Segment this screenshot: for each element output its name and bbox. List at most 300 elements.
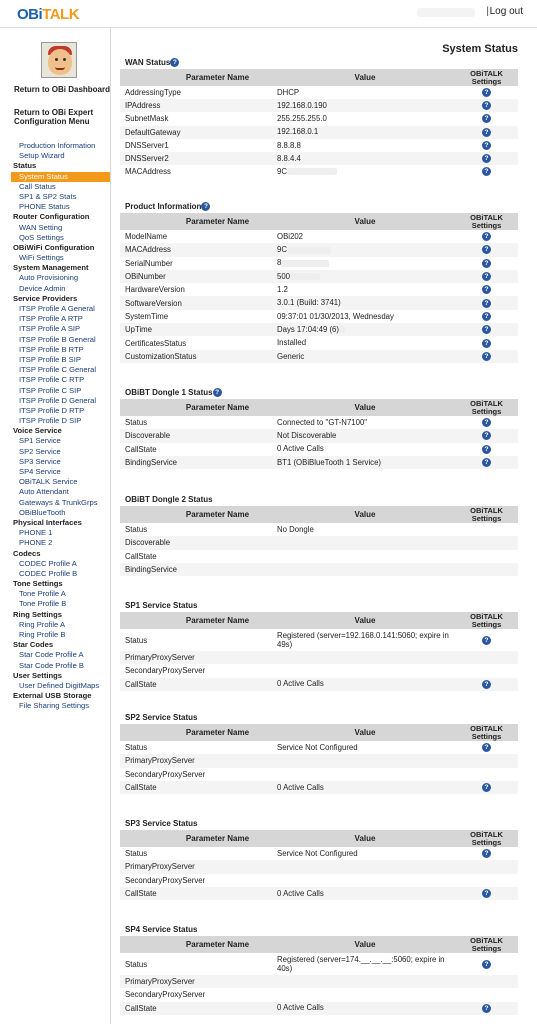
parameter-value (277, 167, 455, 177)
status-section (120, 601, 518, 691)
help-icon[interactable]: ? (482, 299, 491, 308)
help-icon[interactable]: ? (482, 128, 491, 137)
parameter-name: BindingService (125, 458, 178, 468)
sidebar-item[interactable]: Auto Provisioning (19, 273, 79, 283)
help-icon[interactable]: ? (482, 312, 491, 321)
help-icon[interactable]: ? (213, 388, 222, 397)
nav-group-header: System Management (13, 263, 89, 273)
parameter-name: DefaultGateway (125, 127, 181, 137)
table-row (120, 874, 518, 887)
column-header-settings: OBiTALK Settings (470, 611, 503, 629)
sidebar-item[interactable]: OBiTALK Service (19, 477, 78, 487)
return-dashboard-link[interactable]: Return to OBi Dashboard (14, 85, 111, 94)
help-icon[interactable]: ? (201, 202, 210, 211)
sidebar-item[interactable]: ITSP Profile A General (19, 304, 95, 313)
column-header-value: Value (354, 72, 376, 82)
table-row (120, 887, 518, 900)
sidebar-item[interactable]: File Sharing Settings (19, 701, 90, 711)
parameter-name: CallState (125, 444, 157, 454)
parameter-name: PrimaryProxyServer (125, 862, 195, 872)
section-title (120, 388, 518, 398)
sidebar-item[interactable]: ITSP Profile D General (19, 395, 97, 405)
settings-cell (455, 272, 518, 281)
parameter-name: DNSServer1 (125, 140, 169, 150)
section-title-text: SP4 Service Status (125, 925, 198, 934)
table-row (120, 536, 518, 549)
section-title (120, 601, 518, 611)
table-body (120, 86, 518, 178)
value-text: 0 Active Calls (277, 888, 324, 898)
parameter-value (277, 101, 455, 111)
table-row (120, 350, 518, 363)
help-icon[interactable]: ? (482, 445, 491, 454)
column-header-name: Parameter Name (185, 727, 250, 737)
parameter-name: PrimaryProxyServer (125, 653, 195, 663)
table-row (120, 741, 518, 754)
help-icon[interactable]: ? (482, 431, 491, 440)
parameter-value (277, 849, 455, 859)
table-header (120, 213, 518, 230)
settings-cell (455, 245, 518, 254)
redacted-value (339, 326, 345, 333)
help-icon[interactable]: ? (482, 418, 491, 427)
value-text: 9C (277, 166, 287, 176)
parameter-name: AddressingType (125, 88, 181, 98)
section-title-text: Product Information (125, 202, 202, 211)
section-title (120, 495, 518, 505)
table-row (120, 443, 518, 456)
parameter-value (277, 631, 455, 650)
column-header-value: Value (354, 615, 376, 625)
table-row (120, 629, 518, 651)
table-header (120, 936, 518, 953)
sidebar (0, 28, 111, 1024)
value-text: OBi202 (277, 231, 304, 241)
obitalk-logo[interactable] (17, 6, 79, 23)
status-section (120, 388, 518, 469)
help-icon[interactable]: ? (482, 325, 491, 334)
table-row (120, 781, 518, 794)
value-text: 0 Active Calls (277, 1003, 324, 1013)
help-icon[interactable]: ? (482, 783, 491, 792)
parameter-name: PrimaryProxyServer (125, 977, 195, 987)
nav-group-header: Ring Settings (13, 609, 62, 619)
column-header-settings: OBiTALK Settings (470, 212, 503, 230)
sidebar-item[interactable]: ITSP Profile B RTP (19, 344, 84, 354)
table-row (120, 953, 518, 975)
parameter-name: CallState (125, 783, 157, 793)
nav-group-header: Service Providers (13, 293, 78, 303)
section-title-text: WAN Status (125, 58, 171, 67)
settings-cell (455, 960, 518, 969)
nav-group-header: Codecs (13, 548, 41, 558)
parameter-name: Discoverable (125, 431, 171, 441)
table-header (120, 612, 518, 629)
table-row (120, 860, 518, 873)
section-title-text: SP1 Service Status (125, 601, 198, 610)
sidebar-item[interactable]: CODEC Profile B (19, 568, 78, 578)
sidebar-nav (0, 141, 111, 712)
sidebar-item[interactable]: Ring Profile B (19, 630, 66, 639)
help-icon[interactable]: ? (482, 339, 491, 348)
value-text: 1.2 (277, 285, 288, 295)
column-header-settings: OBiTALK Settings (470, 398, 503, 416)
parameter-name: Status (125, 525, 148, 535)
table-header (120, 724, 518, 741)
table-row (120, 99, 518, 112)
parameter-value (277, 114, 455, 124)
sidebar-item[interactable]: ITSP Profile A RTP (19, 314, 83, 324)
table-row (120, 429, 518, 442)
parameter-name: BindingService (125, 565, 178, 575)
redacted-value (287, 247, 331, 254)
parameter-value (277, 272, 455, 282)
parameter-value (277, 312, 455, 322)
sidebar-item[interactable]: SP1 & SP2 Stats (19, 191, 77, 201)
value-text: DHCP (277, 87, 300, 97)
help-icon[interactable]: ? (482, 285, 491, 294)
sidebar-item[interactable]: ITSP Profile C SIP (19, 385, 82, 395)
settings-cell (455, 325, 518, 334)
table-body (120, 629, 518, 691)
parameter-name: SecondaryProxyServer (125, 990, 206, 1000)
parameter-name: CallState (125, 551, 157, 561)
value-text: 9C (277, 245, 287, 255)
parameter-name: ModelName (125, 232, 168, 242)
column-header-name: Parameter Name (185, 509, 250, 519)
help-icon[interactable]: ? (482, 88, 491, 97)
help-icon[interactable]: ? (482, 114, 491, 123)
logo-obi-text: OBi (17, 6, 43, 23)
table-row (120, 847, 518, 860)
header-separator: | (486, 6, 489, 17)
table-body (120, 230, 518, 363)
help-icon[interactable]: ? (482, 245, 491, 254)
help-icon[interactable]: ? (482, 680, 491, 689)
sidebar-item[interactable]: Device Admin (19, 283, 66, 293)
sidebar-item[interactable]: WiFi Settings (19, 253, 64, 263)
parameter-name: Status (125, 849, 148, 859)
table-row (120, 651, 518, 664)
settings-cell (455, 458, 518, 467)
column-header-value: Value (354, 833, 376, 843)
logout-link[interactable]: Log out (489, 6, 523, 17)
table-header (120, 506, 518, 523)
value-text: 0 Active Calls (277, 782, 324, 792)
table-row (120, 296, 518, 309)
value-text: Registered (server=174.__.__.__:5060; expire in 40s) (277, 954, 445, 973)
column-header-value: Value (354, 727, 376, 737)
column-header-value: Value (354, 509, 376, 519)
sidebar-item[interactable]: Ring Profile A (19, 619, 66, 629)
section-title (120, 58, 518, 68)
help-icon[interactable]: ? (482, 352, 491, 361)
help-icon[interactable]: ? (482, 889, 491, 898)
parameter-name: Status (125, 743, 148, 753)
help-icon[interactable]: ? (170, 58, 179, 67)
column-header-name: Parameter Name (185, 939, 250, 949)
value-text: 192.168.0.1 (277, 127, 319, 137)
parameter-name: CallState (125, 889, 157, 899)
column-header-settings: OBiTALK Settings (470, 723, 503, 741)
sidebar-item[interactable]: Star Code Profile B (19, 660, 84, 670)
sidebar-item[interactable]: Call Status (19, 181, 56, 191)
sidebar-item[interactable]: ITSP Profile B General (19, 334, 96, 344)
sidebar-item[interactable]: System Status (11, 172, 110, 182)
value-text: Not Discoverable (277, 431, 337, 441)
table-row (120, 550, 518, 563)
user-name-redacted (417, 8, 475, 17)
settings-cell (455, 445, 518, 454)
help-icon[interactable]: ? (482, 1004, 491, 1013)
parameter-name: SecondaryProxyServer (125, 769, 206, 779)
value-text: Registered (server=192.168.0.141:5060; expire in 49s) (277, 630, 449, 649)
table-row (120, 678, 518, 691)
column-header-name: Parameter Name (185, 216, 250, 226)
parameter-value (277, 955, 455, 974)
nav-group-header: Star Codes (13, 640, 54, 650)
parameter-name: SoftwareVersion (125, 298, 182, 308)
sidebar-item[interactable]: Star Code Profile A (19, 650, 84, 660)
parameter-name: MACAddress (125, 245, 171, 255)
help-icon[interactable]: ? (482, 458, 491, 467)
status-section (120, 713, 518, 794)
value-text: Installed (277, 338, 307, 348)
column-header-value: Value (354, 939, 376, 949)
nav-group-header: External USB Storage (13, 691, 92, 701)
sidebar-item[interactable]: ITSP Profile D SIP (19, 416, 82, 426)
table-row (120, 257, 518, 270)
nav-group-header: Voice Service (13, 426, 62, 436)
sidebar-item[interactable]: SP2 Service (19, 446, 61, 456)
table-header (120, 399, 518, 416)
settings-cell (455, 743, 518, 752)
nav-group-header: OBiWiFi Configuration (13, 242, 95, 252)
settings-cell (455, 431, 518, 440)
value-text: Service Not Configured (277, 848, 358, 858)
value-text: 0 Active Calls (277, 444, 324, 454)
return-expert-link[interactable]: Return to OBi Expert Configuration Menu (14, 108, 94, 126)
settings-cell (455, 680, 518, 689)
sidebar-item[interactable]: SP1 Service (19, 436, 61, 446)
table-row (120, 563, 518, 576)
parameter-value (277, 418, 455, 428)
parameter-name: SecondaryProxyServer (125, 875, 206, 885)
parameter-name: SecondaryProxyServer (125, 666, 206, 676)
sidebar-item[interactable]: PHONE 1 (19, 528, 53, 538)
column-header-value: Value (354, 402, 376, 412)
parameter-value (277, 285, 455, 295)
redacted-value (290, 273, 320, 280)
nav-group-header: Physical Interfaces (13, 517, 82, 527)
parameter-name: SerialNumber (125, 258, 173, 268)
table-row (120, 336, 518, 349)
value-text: 8 (277, 258, 282, 268)
table-body (120, 741, 518, 794)
table-body (120, 847, 518, 900)
settings-cell (455, 167, 518, 176)
table-row (120, 310, 518, 323)
help-icon[interactable]: ? (482, 141, 491, 150)
sidebar-item[interactable]: Tone Profile A (19, 589, 66, 599)
sidebar-item[interactable]: Production Information (19, 141, 96, 150)
parameter-name: Status (125, 418, 148, 428)
settings-cell (455, 141, 518, 150)
parameter-name: OBiNumber (125, 272, 166, 282)
sidebar-item[interactable]: PHONE Status (19, 202, 70, 212)
settings-cell (455, 232, 518, 241)
sidebar-item[interactable]: ITSP Profile B SIP (19, 354, 81, 364)
parameter-name: HardwareVersion (125, 285, 185, 295)
parameter-value (277, 525, 455, 535)
section-title (120, 819, 518, 829)
help-icon[interactable]: ? (482, 743, 491, 752)
help-icon[interactable]: ? (482, 101, 491, 110)
value-text: Days 17:04:49 (6) (277, 324, 339, 334)
status-section (120, 819, 518, 900)
help-icon[interactable]: ? (482, 167, 491, 176)
value-text: 0 Active Calls (277, 679, 324, 689)
settings-cell (455, 849, 518, 858)
settings-cell (455, 259, 518, 268)
sidebar-item[interactable]: SP3 Service (19, 456, 61, 466)
section-title-text: OBiBT Dongle 2 Status (125, 495, 213, 504)
parameter-name: Discoverable (125, 538, 171, 548)
value-text: 192.168.0.190 (277, 101, 327, 111)
value-text: 09:37:01 01/30/2013, Wednesday (277, 311, 394, 321)
sidebar-item[interactable]: SP4 Service (19, 467, 61, 476)
parameter-name: CertificatesStatus (125, 338, 187, 348)
table-row (120, 754, 518, 767)
help-icon[interactable]: ? (482, 154, 491, 163)
value-text: BT1 (OBiBlueTooth 1 Service) (277, 457, 382, 467)
help-icon[interactable]: ? (482, 272, 491, 281)
parameter-value (277, 154, 455, 164)
section-title (120, 925, 518, 935)
help-icon[interactable]: ? (482, 259, 491, 268)
help-icon[interactable]: ? (482, 960, 491, 969)
table-row (120, 86, 518, 99)
parameter-value (277, 444, 455, 454)
value-text: 255.255.255.0 (277, 114, 327, 124)
settings-cell (455, 128, 518, 137)
sidebar-item[interactable]: Auto Attendant (19, 487, 69, 497)
parameter-name: PrimaryProxyServer (125, 756, 195, 766)
value-text: 3.0.1 (Build: 3741) (277, 298, 341, 308)
sidebar-item[interactable]: QoS Settings (19, 232, 64, 242)
table-row (120, 523, 518, 536)
parameter-value (277, 889, 455, 899)
parameter-value (277, 127, 455, 137)
parameter-name: CallState (125, 679, 157, 689)
parameter-name: UpTime (125, 325, 153, 335)
settings-cell (455, 312, 518, 321)
parameter-name: SubnetMask (125, 114, 169, 124)
parameter-name: Status (125, 635, 148, 645)
sidebar-item[interactable]: CODEC Profile A (19, 558, 77, 568)
value-text: 8.8.4.4 (277, 153, 301, 163)
column-header-settings: OBiTALK Settings (470, 68, 503, 86)
top-bar (0, 0, 537, 28)
sidebar-item[interactable]: ITSP Profile A SIP (19, 324, 81, 334)
parameter-value (277, 258, 455, 268)
value-text: Generic (277, 351, 305, 361)
settings-cell (455, 783, 518, 792)
status-section (120, 495, 518, 576)
redacted-value (287, 168, 337, 175)
table-row (120, 416, 518, 429)
nav-group-header: Tone Settings (13, 579, 63, 589)
column-header-settings: OBiTALK Settings (470, 935, 503, 953)
table-row (120, 975, 518, 988)
sidebar-item[interactable]: PHONE 2 (19, 538, 53, 548)
parameter-name: IPAddress (125, 101, 161, 111)
parameter-value (277, 298, 455, 308)
table-row (120, 230, 518, 243)
sidebar-item[interactable]: ITSP Profile D RTP (19, 405, 85, 415)
table-row (120, 152, 518, 165)
parameter-value (277, 88, 455, 98)
column-header-name: Parameter Name (185, 402, 250, 412)
settings-cell (455, 299, 518, 308)
settings-cell (455, 114, 518, 123)
value-text: Connected to "GT-N7100" (277, 417, 368, 427)
parameter-name: DNSServer2 (125, 154, 169, 164)
parameter-name: Status (125, 959, 148, 969)
value-text: Service Not Configured (277, 742, 358, 752)
parameter-value (277, 1003, 455, 1013)
table-row (120, 768, 518, 781)
status-section (120, 58, 518, 178)
sidebar-item[interactable]: Tone Profile B (19, 599, 67, 609)
sidebar-item[interactable]: User Defined DigitMaps (19, 680, 100, 690)
sidebar-item[interactable]: OBiBlueTooth (19, 507, 66, 517)
parameter-name: CustomizationStatus (125, 351, 197, 361)
help-icon[interactable]: ? (482, 849, 491, 858)
settings-cell (455, 88, 518, 97)
sidebar-item[interactable]: ITSP Profile C General (19, 365, 97, 375)
nav-group-header: Status (13, 161, 37, 171)
table-row (120, 323, 518, 336)
help-icon[interactable]: ? (482, 232, 491, 241)
settings-cell (455, 889, 518, 898)
table-row (120, 126, 518, 139)
parameter-value (277, 679, 455, 689)
table-body (120, 416, 518, 469)
status-section (120, 202, 518, 363)
parameter-value (277, 431, 455, 441)
table-row (120, 1002, 518, 1015)
table-row (120, 283, 518, 296)
column-header-value: Value (354, 216, 376, 226)
parameter-value (277, 245, 455, 255)
sidebar-item[interactable]: ITSP Profile C RTP (19, 375, 85, 385)
settings-cell (455, 339, 518, 348)
table-header (120, 830, 518, 847)
parameter-value (277, 352, 455, 362)
section-title-text: SP3 Service Status (125, 819, 198, 828)
nav-group-header: Router Configuration (13, 212, 90, 222)
parameter-value (277, 743, 455, 753)
sidebar-item[interactable]: WAN Setting (19, 222, 63, 232)
value-text: 8.8.8.8 (277, 140, 301, 150)
help-icon[interactable]: ? (482, 636, 491, 645)
table-row (120, 456, 518, 469)
column-header-name: Parameter Name (185, 615, 250, 625)
sidebar-item[interactable]: Setup Wizard (19, 151, 65, 161)
section-title (120, 202, 518, 212)
sidebar-item[interactable]: Gateways & TrunkGrps (19, 497, 98, 507)
